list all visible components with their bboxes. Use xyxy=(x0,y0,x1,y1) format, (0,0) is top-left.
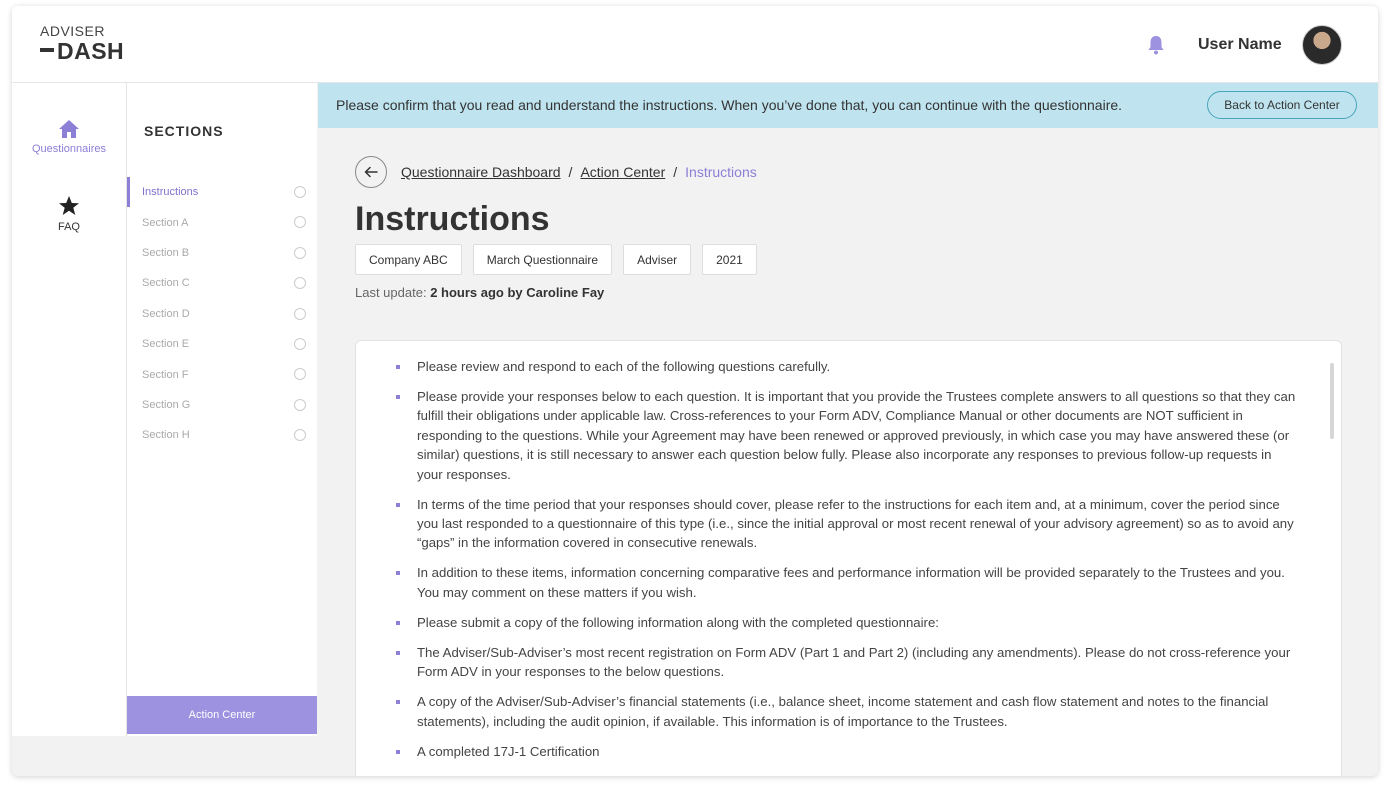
bell-icon[interactable] xyxy=(1146,34,1166,56)
tag-list xyxy=(355,244,757,275)
tag-questionnaire: March Questionnaire xyxy=(473,244,612,275)
instructions-card xyxy=(355,340,1342,776)
status-circle-icon xyxy=(294,216,306,228)
list-item: A copy of the Adviser/Sub-Adviser’s financial statements (i.e., balance sheet, income statement and cash flow statement and notes to the financial statements), including the audit opinion, if available. This information is of importance to the Trustees. xyxy=(396,692,1296,731)
rail-item-questionnaires[interactable] xyxy=(12,119,126,155)
status-circle-icon xyxy=(294,277,306,289)
back-to-action-center-button[interactable]: Back to Action Center xyxy=(1207,91,1357,119)
app-window xyxy=(12,6,1378,776)
avatar[interactable] xyxy=(1302,25,1342,65)
rail-item-label: Questionnaires xyxy=(32,143,106,155)
breadcrumb-questionnaire-dashboard[interactable]: Questionnaire Dashboard xyxy=(401,164,561,180)
section-item-g[interactable]: Section G xyxy=(127,390,317,420)
tag-role: Adviser xyxy=(623,244,691,275)
confirmation-banner xyxy=(318,83,1378,128)
instructions-list xyxy=(396,357,1296,772)
breadcrumb xyxy=(401,164,757,180)
banner-text: Please confirm that you read and understand the instructions. When you’ve done that, you can continue with the questionnaire. xyxy=(336,97,1123,113)
section-item-c[interactable]: Section C xyxy=(127,268,317,298)
last-update xyxy=(355,285,604,300)
section-item-e[interactable]: Section E xyxy=(127,329,317,359)
rail-item-label: FAQ xyxy=(57,221,80,233)
breadcrumb-separator: / xyxy=(673,164,678,180)
status-circle-icon xyxy=(294,186,306,198)
star-icon xyxy=(58,195,80,217)
top-header xyxy=(12,6,1378,83)
page-title: Instructions xyxy=(355,200,550,238)
logo[interactable] xyxy=(40,24,124,63)
section-item-d[interactable]: Section D xyxy=(127,299,317,329)
list-item: A completed 17J-1 Certification xyxy=(396,742,1296,761)
list-item: In addition to these items, information concerning comparative fees and performance information will be provided separately to the Trustees and you. You may comment on these matters if you wish. xyxy=(396,563,1296,602)
sections-title: SECTIONS xyxy=(144,123,224,139)
sections-list xyxy=(127,177,317,451)
icon-rail xyxy=(12,83,127,736)
logo-top-text: ADVISER xyxy=(40,23,105,39)
logo-bottom-text: DASH xyxy=(57,38,125,64)
arrow-left-icon xyxy=(364,166,378,178)
scrollbar[interactable] xyxy=(1330,363,1334,439)
last-update-value: 2 hours ago by Caroline Fay xyxy=(430,285,605,300)
user-name[interactable]: User Name xyxy=(1198,36,1282,53)
tag-year: 2021 xyxy=(702,244,757,275)
status-circle-icon xyxy=(294,338,306,350)
tag-company: Company ABC xyxy=(355,244,462,275)
home-icon xyxy=(58,119,80,139)
sections-panel xyxy=(127,83,317,736)
rail-item-faq[interactable] xyxy=(12,195,126,233)
status-circle-icon xyxy=(294,247,306,259)
list-item: Please submit a copy of the following information along with the completed questionnaire: xyxy=(396,613,1296,632)
list-item: The Adviser/Sub-Adviser’s most recent registration on Form ADV (Part 1 and Part 2) (including any amendments). Please do not cross-reference your Form ADV in your responses to the below questions. xyxy=(396,643,1296,682)
last-update-label: Last update: xyxy=(355,285,427,300)
status-circle-icon xyxy=(294,368,306,380)
breadcrumb-action-center[interactable]: Action Center xyxy=(580,164,666,180)
section-item-a[interactable]: Section A xyxy=(127,207,317,237)
logo-mark xyxy=(40,48,54,52)
status-circle-icon xyxy=(294,399,306,411)
list-item: In terms of the time period that your responses should cover, please refer to the instructions for each item and, at a minimum, cover the period since you last responded to a questionnaire of this type (i.e., since the initial approval or most recent renewal of your advisory agreement) so as to avoid any “gaps” in the information covered in consecutive renewals. xyxy=(396,495,1296,553)
section-item-h[interactable]: Section H xyxy=(127,420,317,450)
breadcrumb-separator: / xyxy=(568,164,573,180)
list-item: Please provide your responses below to each question. It is important that you provide the Trustees complete answers to all questions so that they can fulfill their obligations under applicable law. Cross-references to your Form ADV, Compliance Manual or other documents are NOT sufficient in responding to the questions. While your Agreement may have been renewed or approved previously, in which case you may have answered these (or similar) questions, it is still necessary to answer each question below fully. Please also incorporate any responses to previous follow-up requests in your responses. xyxy=(396,387,1296,484)
section-item-b[interactable]: Section B xyxy=(127,238,317,268)
breadcrumb-current: Instructions xyxy=(685,164,757,180)
status-circle-icon xyxy=(294,429,306,441)
status-circle-icon xyxy=(294,308,306,320)
section-item-f[interactable]: Section F xyxy=(127,359,317,389)
action-center-button[interactable]: Action Center xyxy=(127,696,317,734)
back-button[interactable] xyxy=(355,156,387,188)
section-item-instructions[interactable]: Instructions xyxy=(127,177,317,207)
list-item: Please review and respond to each of the following questions carefully. xyxy=(396,357,1296,376)
